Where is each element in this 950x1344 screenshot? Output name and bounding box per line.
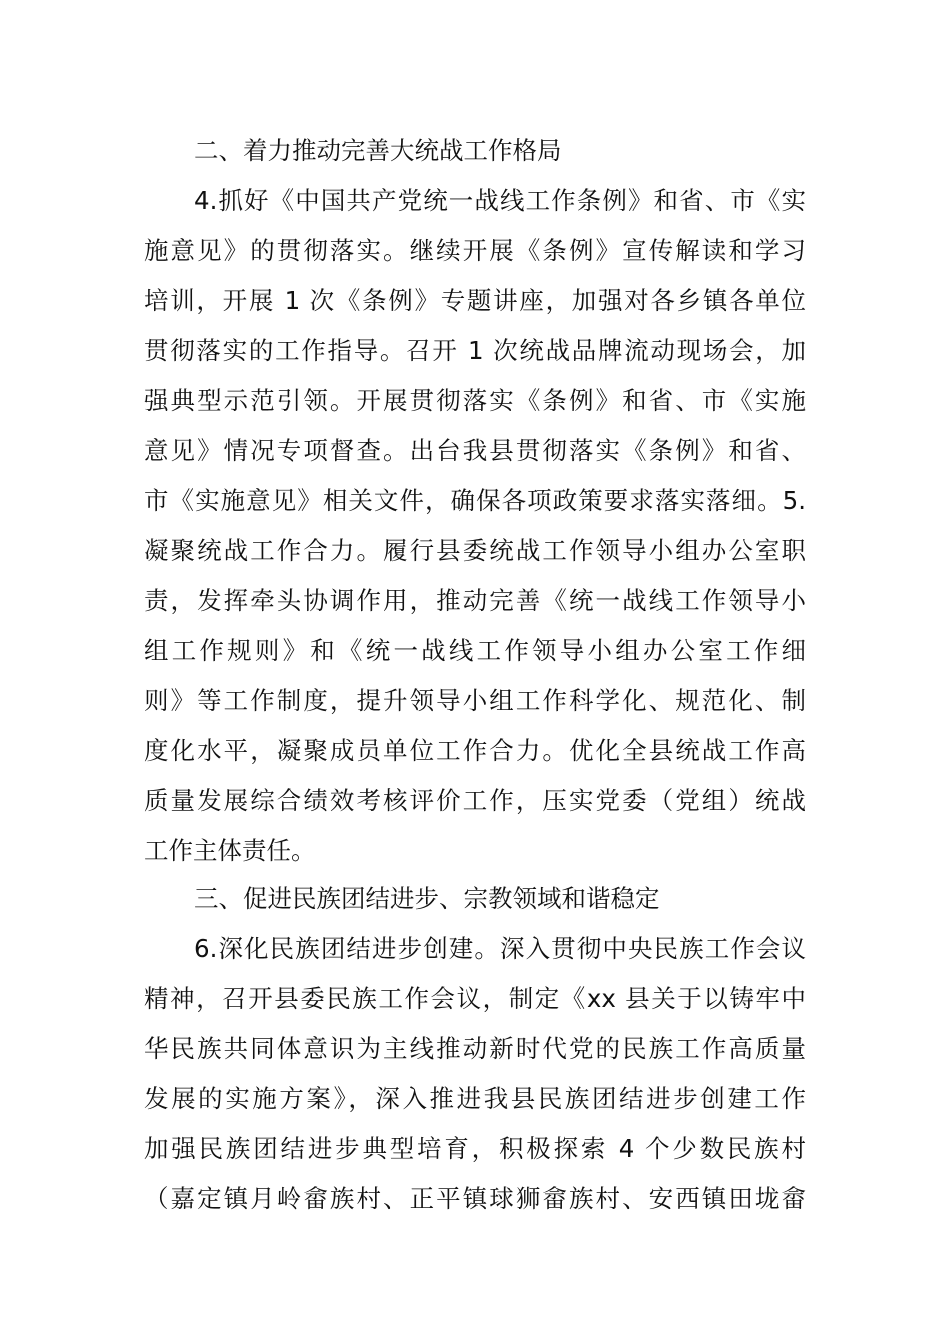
paragraph-line: 工作主体责任。 xyxy=(144,836,316,865)
paragraph-line: 意见》情况专项督查。出台我县贯彻落实《条例》和省、 xyxy=(144,436,806,465)
paragraph-line: 华民族共同体意识为主线推动新时代党的民族工作高质量 xyxy=(144,1034,806,1063)
paragraph-line: 6.深化民族团结进步创建。深入贯彻中央民族工作会议 xyxy=(194,934,806,963)
section-heading-2: 二、着力推动完善大统战工作格局 xyxy=(194,136,562,165)
paragraph-line: 凝聚统战工作合力。履行县委统战工作领导小组办公室职 xyxy=(144,536,806,565)
paragraph-line: 贯彻落实的工作指导。召开 1 次统战品牌流动现场会，加 xyxy=(144,336,806,365)
paragraph-line: 施意见》的贯彻落实。继续开展《条例》宣传解读和学习 xyxy=(144,236,806,265)
paragraph-line: 质量发展综合绩效考核评价工作，压实党委（党组）统战 xyxy=(144,786,806,815)
paragraph-line: 培训，开展 1 次《条例》专题讲座，加强对各乡镇各单位 xyxy=(144,286,806,315)
paragraph-line: 责，发挥牵头协调作用，推动完善《统一战线工作领导小 xyxy=(144,586,806,615)
paragraph-line: 强典型示范引领。开展贯彻落实《条例》和省、市《实施 xyxy=(144,386,806,415)
paragraph-line: 市《实施意见》相关文件，确保各项政策要求落实落细。5. xyxy=(144,486,806,515)
paragraph-line: 组工作规则》和《统一战线工作领导小组办公室工作细 xyxy=(144,636,806,665)
paragraph-line: 度化水平，凝聚成员单位工作合力。优化全县统战工作高 xyxy=(144,736,806,765)
paragraph-line: 4.抓好《中国共产党统一战线工作条例》和省、市《实 xyxy=(194,186,806,215)
paragraph-line: 则》等工作制度，提升领导小组工作科学化、规范化、制 xyxy=(144,686,806,715)
paragraph-line: （嘉定镇月岭畲族村、正平镇球狮畲族村、安西镇田垅畲 xyxy=(144,1184,806,1213)
paragraph-line: 发展的实施方案》，深入推进我县民族团结进步创建工作 xyxy=(144,1084,806,1113)
paragraph-line: 加强民族团结进步典型培育，积极探索 4 个少数民族村 xyxy=(144,1134,806,1163)
section-heading-3: 三、促进民族团结进步、宗教领域和谐稳定 xyxy=(194,884,660,913)
paragraph-line: 精神，召开县委民族工作会议，制定《xx 县关于以铸牢中 xyxy=(144,984,806,1013)
